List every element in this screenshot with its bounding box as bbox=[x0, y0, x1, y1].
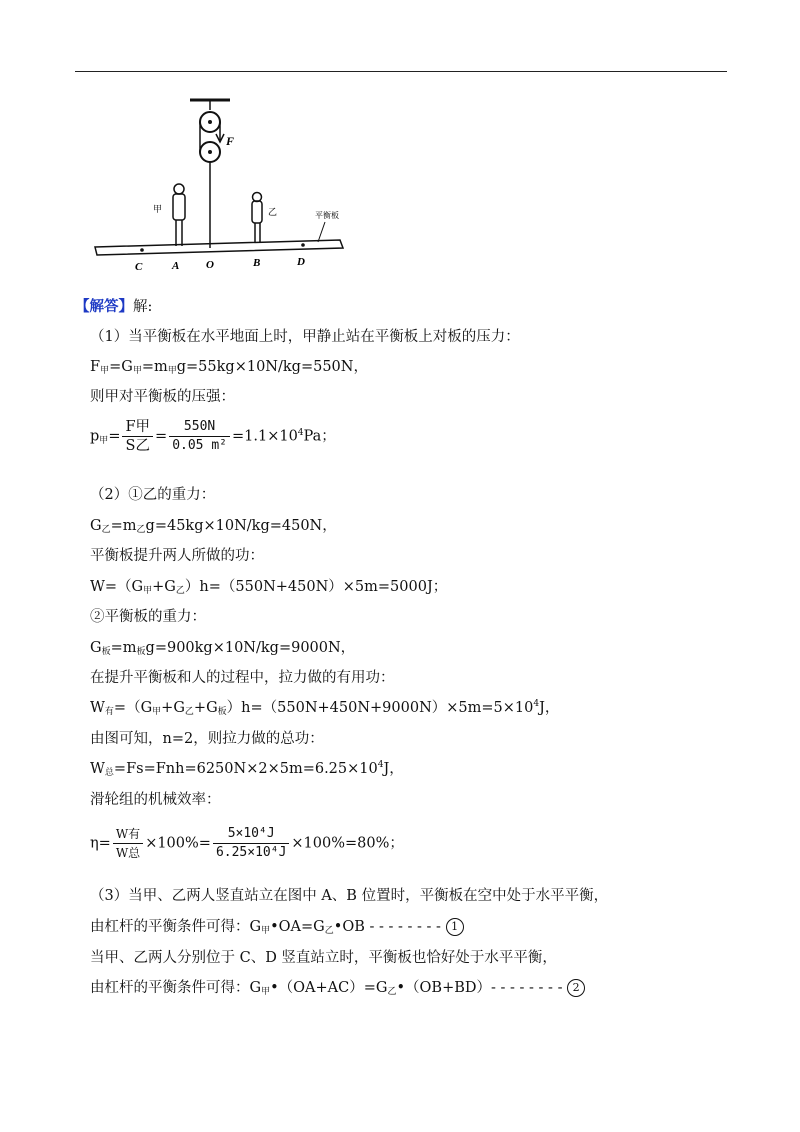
p1-pressure-formula: p甲= $\frac{\text{F甲}}{\text{S乙}}$ = $\frac{550N}{\text{0.05 m²}}$ $=1.1\times 10^4Pa$； bbox=[90, 419, 336, 454]
header-rule bbox=[75, 71, 727, 72]
p2-line8: W有=（G甲+G乙+G板）$h=(550N+450N+9000N)\times 5m=5\times 10^4J$， bbox=[90, 699, 560, 717]
force-label: F bbox=[226, 134, 235, 148]
p2-line3: 平衡板提升两人所做的功： bbox=[90, 548, 264, 564]
yi-label: 乙 bbox=[268, 208, 278, 218]
p2-line10: W总$=Fs=Fnh=6250N\times 2\times 5m=6.25\times 10^4J$， bbox=[90, 760, 404, 778]
p1-line1: （1）当平衡板在水平地面上时，甲静止站在平衡板上对板的压力： bbox=[90, 329, 520, 345]
p2-efficiency-formula: η= $\frac{\text{W有}}{\text{W总}}$ ×100%= $\frac{\text{5×10⁴J}}{\text{6.25×10⁴J}}$ ×100%=80%； bbox=[90, 826, 404, 860]
answer-heading bbox=[75, 297, 152, 317]
p2-line2: G乙=m乙g=45kg×10N/kg=450N， bbox=[90, 518, 337, 535]
point-o: O bbox=[206, 259, 214, 271]
equation-marker-1: 1 bbox=[446, 918, 464, 936]
p2-line9: 由图可知，n=2，则拉力做的总功： bbox=[90, 731, 324, 747]
p2-line7: 在提升平衡板和人的过程中，拉力做的有用功： bbox=[90, 670, 395, 686]
p2-line6: G板=m板g=900kg×10N/kg=9000N， bbox=[90, 640, 356, 657]
p2-line11: 滑轮组的机械效率： bbox=[90, 792, 221, 808]
point-c: C bbox=[135, 261, 143, 273]
point-a: A bbox=[172, 260, 180, 272]
p3-line1: （3）当甲、乙两人竖直站立在图中 A、B 位置时，平衡板在空中处于水平平衡， bbox=[90, 888, 609, 904]
board-label: 平衡板 bbox=[315, 211, 339, 220]
p1-line2: F甲=G甲=m甲g=55kg×10N/kg=550N， bbox=[90, 359, 368, 376]
answer-start: 解: bbox=[133, 299, 153, 315]
jia-label: 甲 bbox=[153, 205, 163, 215]
p2-line1: （2）①乙的重力： bbox=[90, 487, 216, 503]
p1-line3: 则甲对平衡板的压强： bbox=[90, 389, 235, 405]
point-d: D bbox=[297, 256, 305, 268]
p2-line4: W=（G甲+G乙）h=（550N+450N）×5m=5000J； bbox=[90, 579, 448, 596]
p3-line4: 由杠杆的平衡条件可得：G甲•（OA+AC）=G乙•（OB+BD）- - - - - - - - 2 bbox=[90, 978, 585, 1000]
answer-tag: 【解答】 bbox=[75, 298, 133, 315]
p3-line3: 当甲、乙两人分别位于 C、D 竖直站立时，平衡板也恰好处于水平平衡， bbox=[90, 950, 557, 966]
point-b: B bbox=[253, 257, 261, 269]
equation-marker-2: 2 bbox=[567, 979, 585, 997]
p2-line5: ②平衡板的重力： bbox=[90, 609, 206, 625]
balance-board-figure bbox=[85, 90, 355, 275]
p3-line2: 由杠杆的平衡条件可得：G甲•OA=G乙•OB - - - - - - - - 1 bbox=[90, 917, 464, 939]
